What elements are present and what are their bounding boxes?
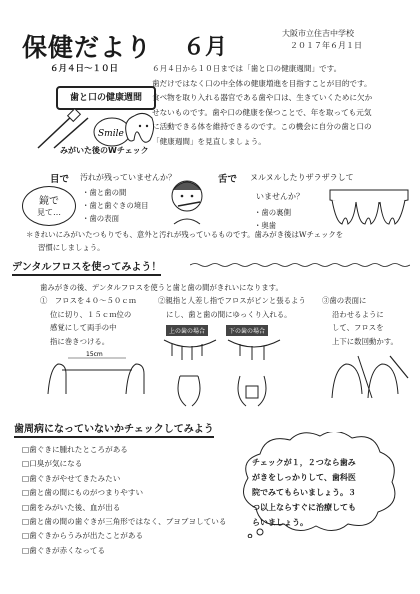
floss-step-3 [322, 294, 418, 348]
note-line: 習慣にしましょう。 [38, 243, 105, 252]
advice-line: 院でみてもらいましょう。３ [252, 488, 356, 497]
tongue-check-label: 舌で [218, 174, 238, 185]
list-item: ・歯の裏側 [254, 208, 291, 217]
checklist-item: □歯ぐきがやせてきたみたい [22, 473, 121, 483]
list-item: ・歯と歯の間 [82, 188, 127, 197]
week-period: ６月４日～１０日 [50, 64, 119, 74]
floss-surface-illustration [328, 352, 410, 402]
floss-step-1 [40, 294, 150, 348]
step-line: ① フロスを４０～５０ｃｍ [40, 296, 137, 305]
step-line: にし、歯と歯の間にゆっくり入れる。 [166, 309, 292, 319]
checklist-item: □口臭が気になる [22, 459, 83, 469]
health-week-label: 歯と口の健康週間 [56, 86, 156, 110]
smile-toothbrush-illustration [34, 108, 164, 150]
advice-line: らいましょう。 [252, 518, 308, 527]
step-line: 位に切り、１５ｃｍ位の [50, 309, 132, 319]
intro-line: 食べ物を取り入れる器官である歯や口は、生きていくために欠か [152, 93, 373, 102]
newsletter-title: 保健だより [22, 33, 153, 62]
intro-line: ６月４日から１０日までは「歯と口の健康週間」です。 [152, 64, 342, 73]
eye-check-label: 目で [50, 174, 70, 185]
note-line: ＊きれいにみがいたつもりでも、意外と汚れが残っているものです。歯みがき後はWチェックを [26, 230, 344, 239]
step-line: 感覚にして両手の中 [50, 323, 117, 332]
step-line: ③歯の表面に [322, 296, 367, 305]
checklist-item: □歯ぐきからうみが出たことがある [22, 531, 144, 541]
tongue-check-question: いませんか？ [256, 192, 304, 201]
eye-check-question: 汚れが残っていませんか？ [80, 173, 176, 182]
periodontal-heading: 歯周病になっていないかチェックしてみよう [14, 420, 214, 438]
floss-insert-illustration [160, 336, 284, 408]
newsletter-month: ６月 [183, 35, 228, 60]
floss-hands-illustration [44, 350, 148, 400]
heading-wave-divider [190, 262, 410, 268]
intro-text [152, 62, 408, 149]
intro-line: せないものです。歯や口の健康を保つことで、年を取っても元気 [152, 107, 372, 117]
bubble-text: 見て… [37, 208, 61, 217]
w-check-caption: みがいた後のWチェック [60, 146, 149, 155]
advice-line: つ以上ならすぐに治療しても [252, 503, 356, 512]
list-item: ・奥歯 [254, 221, 277, 230]
school-name: 大阪市立住吉中学校 [282, 29, 354, 38]
advice-line: がきをしっかりして、歯科医 [252, 473, 356, 482]
checklist-item: □歯をみがいた後、血が出る [22, 502, 121, 512]
lower-teeth-tag: 下の歯の場合 [226, 325, 268, 336]
teeth-illustration [326, 186, 412, 230]
upper-teeth-tag: 上の歯の場合 [166, 325, 208, 336]
intro-line: 「健康週間」を見直しましょう。 [152, 136, 266, 146]
list-item: ・歯の表面 [82, 214, 119, 223]
intro-line: に活動できる体を維持できるのです。この機会に自分の歯と口の [152, 122, 372, 131]
step-line: ②親指と人差し指でフロスがピンと張るよう [158, 296, 306, 305]
checklist-item: □歯ぐきに腫れたところがある [22, 445, 128, 454]
periodontal-checklist [22, 443, 226, 558]
checklist-item: □歯と歯の間の歯ぐきが三角形ではなく、ブヨブヨしている [22, 517, 227, 527]
floss-heading: デンタルフロスを使ってみよう！ [12, 258, 161, 276]
checklist-item: □歯と歯の間にものがつまりやすい [22, 488, 144, 498]
measure-label: 15cm [86, 351, 103, 358]
list-item: ・歯と歯ぐきの境目 [82, 201, 149, 210]
step-line: して、フロスを [332, 323, 384, 332]
step-line: 指に巻きつける。 [50, 336, 110, 346]
smile-text: Smile [98, 129, 124, 139]
eye-check-list [82, 186, 149, 225]
issue-date: ２０１７年６月１日 [290, 41, 362, 50]
step-line: 沿わせるように [332, 309, 384, 319]
w-check-note [26, 228, 416, 254]
bubble-text: 鏡で [39, 196, 59, 207]
school-info [282, 28, 362, 52]
advice-line: チェックが１，２つなら歯み [252, 458, 356, 467]
intro-line: 歯だけではなく口の中全体の健康増進を目指すことが目的です。 [152, 78, 372, 88]
step-line: 上下に数回動かす。 [332, 336, 398, 346]
brushing-child-illustration [164, 176, 210, 226]
floss-intro: 歯みがきの後、デンタルフロスを使うと歯と歯の間がきれいになります。 [40, 283, 283, 292]
mirror-bubble [22, 186, 76, 226]
floss-step-2 [158, 294, 318, 321]
checklist-item: □歯ぐきが赤くなってる [22, 545, 106, 555]
advice-text [252, 455, 372, 530]
tongue-check-question: ヌルヌルしたりザラザラして [250, 173, 354, 182]
